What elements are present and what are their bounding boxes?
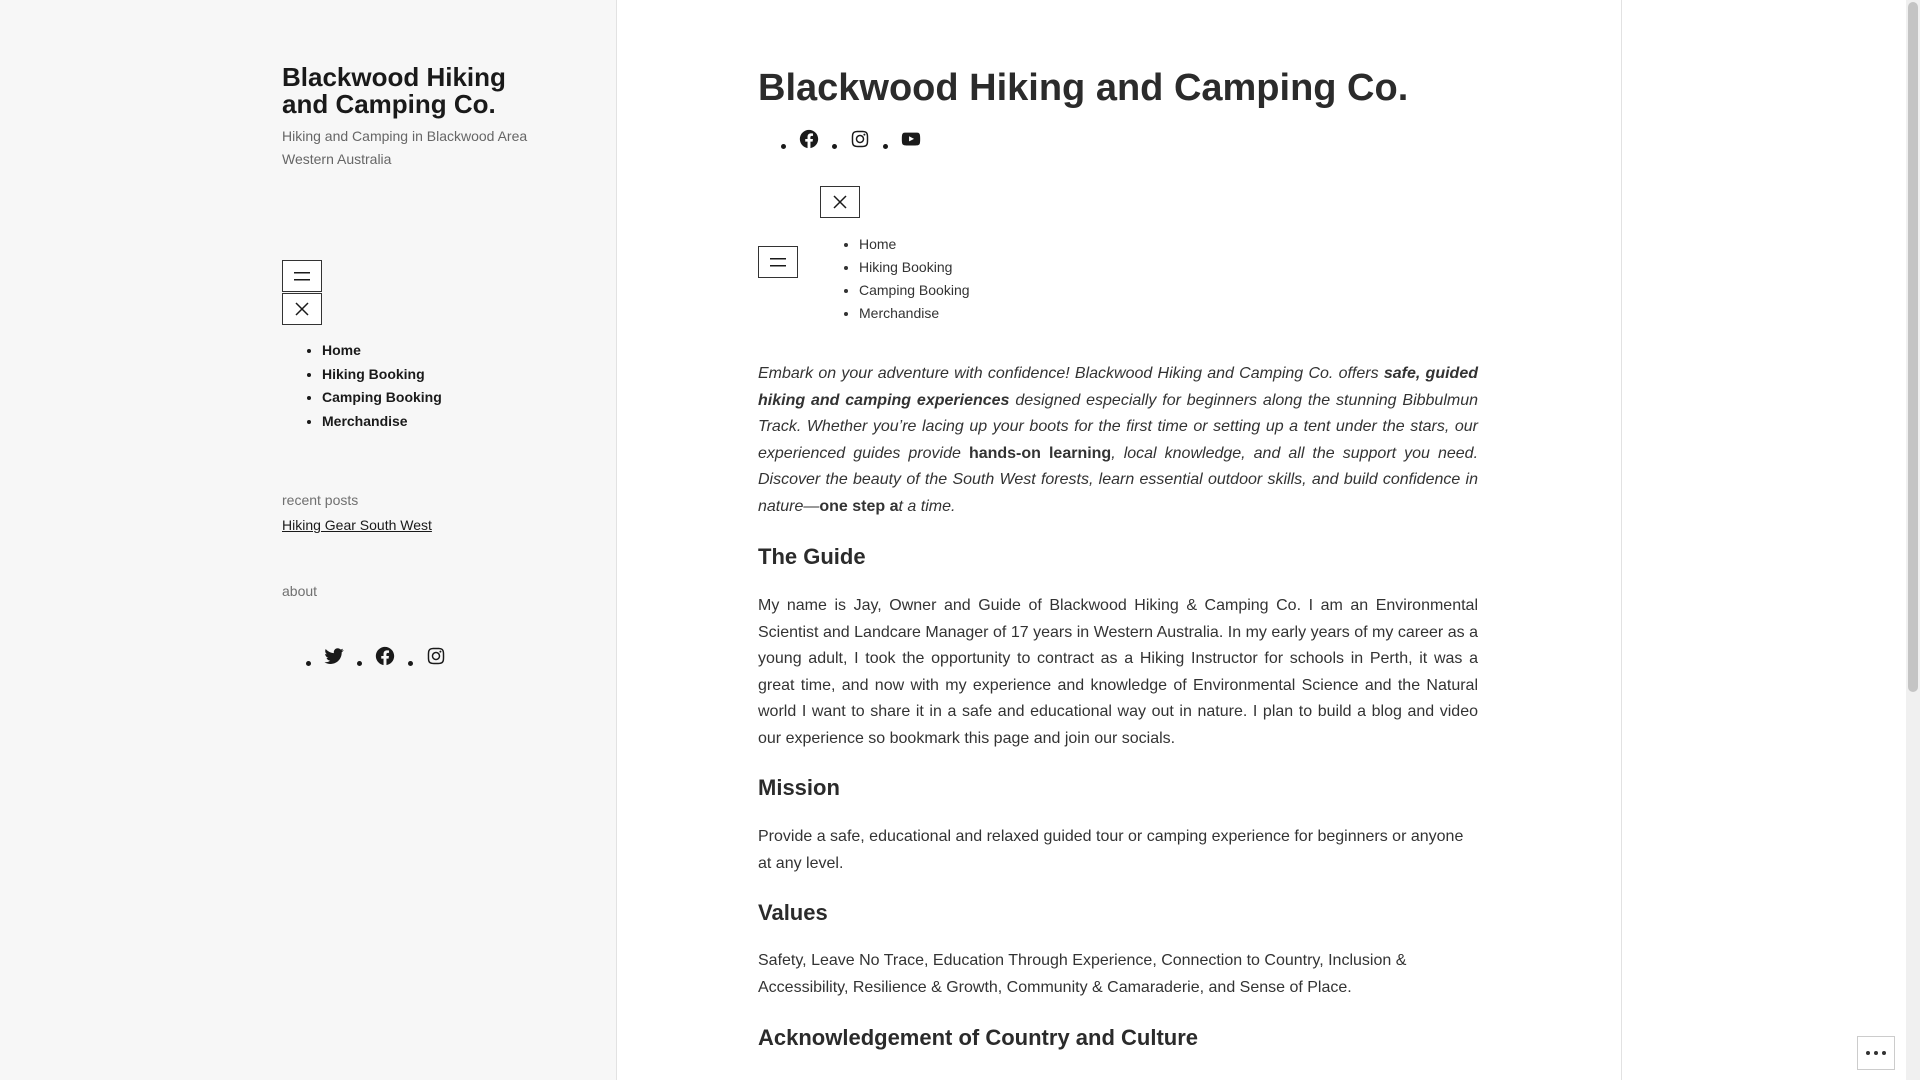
- sidebar-item-merchandise[interactable]: • Merchandise: [322, 410, 442, 434]
- acknowledgement-heading: Acknowledgement of Country and Culture: [758, 1025, 1199, 1050]
- close-icon: [294, 301, 310, 317]
- main-menu-item-camping-booking[interactable]: • Camping Booking: [859, 279, 970, 302]
- list-bullet: [883, 144, 888, 149]
- guide-heading: The Guide: [758, 544, 866, 569]
- list-bullet: [781, 144, 786, 149]
- twitter-icon[interactable]: [323, 645, 345, 667]
- sidebar-item-hiking-booking[interactable]: • Hiking Booking: [322, 363, 442, 387]
- mission-paragraph: Provide a safe, educational and relaxed guided tour or camping experience for beginners or anyone at any level.: [758, 828, 1464, 872]
- main-menu: [820, 233, 970, 325]
- open-menu-button[interactable]: [758, 246, 798, 278]
- values-paragraph: Safety, Leave No Trace, Education Through Experience, Connection to Country, Inclusion & Accessibility, Resilience & Growth, Community & Camaraderie, and Sense of Place.: [758, 952, 1407, 996]
- site-branding: [282, 64, 552, 171]
- list-bullet: [408, 661, 413, 666]
- sidebar: [0, 0, 617, 1080]
- more-dot: [1866, 1051, 1870, 1055]
- intro-paragraph: [758, 361, 1478, 520]
- intro-text: t a time.: [898, 497, 956, 515]
- intro-bold-text: one step a: [819, 497, 899, 515]
- recent-posts-title: recent posts: [282, 492, 359, 508]
- instagram-icon[interactable]: [849, 128, 871, 150]
- instagram-icon[interactable]: [425, 645, 447, 667]
- more-options-button[interactable]: [1857, 1036, 1895, 1070]
- close-menu-button[interactable]: [282, 293, 322, 325]
- sidebar-social-links: [306, 645, 459, 667]
- values-heading: Values: [758, 900, 828, 925]
- sidebar-item-home[interactable]: • Home: [322, 339, 442, 363]
- facebook-icon[interactable]: [374, 645, 396, 667]
- facebook-icon[interactable]: [798, 128, 820, 150]
- recent-post-link[interactable]: Hiking Gear South West: [282, 517, 432, 533]
- intro-text: , local knowledge, and all the support you need. Discover the beauty of the South West forests, learn essential outdoor skills, and build confidence in nature—: [758, 444, 1479, 515]
- mission-heading: Mission: [758, 775, 840, 800]
- intro-text: Embark on your adventure with confidence! Blackwood Hiking and Camping Co. offers: [758, 365, 1384, 382]
- intro-text: designed especially for beginners along the stunning Bibbulmun Track. Whether you’re lacing up your boots for the first time or setting up a tent under the stars, our experienced guides provide: [758, 391, 1479, 462]
- list-bullet: [306, 661, 311, 666]
- menu-icon: [768, 256, 788, 268]
- sidebar-menu-toggles: [282, 260, 322, 326]
- scrollbar-thumb[interactable]: [1908, 2, 1918, 692]
- intro-bold-text: hands-on learning: [968, 444, 1112, 462]
- more-dot: [1874, 1051, 1878, 1055]
- intro-bold-text: safe, guided hiking and camping experiences: [758, 365, 1478, 409]
- close-icon: [832, 194, 848, 210]
- page-title: Blackwood Hiking and Camping Co.: [758, 67, 1409, 109]
- about-title: about: [282, 583, 318, 599]
- main-menu-item-home[interactable]: • Home: [859, 233, 970, 256]
- guide-paragraph: My name is Jay, Owner and Guide of Blackwood Hiking & Camping Co. I am an Environmental Scientist and Landcare Manager of 17 years in Western Australia. In my early years of my career as a young adult, I took the opportunity to contract as a Hiking Instructor for schools in Perth, it was a great time, and now with my experience and knowledge of Environmental Science and the Natural world I want to share it in a safe and educational way out in nature. I plan to build a blog and video our experience so bookmark this page and join our socials.: [758, 597, 1478, 747]
- main-menu-item-merchandise[interactable]: • Merchandise: [859, 302, 970, 325]
- more-dot: [1882, 1051, 1886, 1055]
- main-content: [617, 0, 1622, 1080]
- youtube-icon[interactable]: [900, 128, 922, 150]
- site-title[interactable]: Blackwood Hiking and Camping Co.: [282, 62, 506, 119]
- open-menu-button[interactable]: [282, 260, 322, 292]
- main-menu-item-hiking-booking[interactable]: • Hiking Booking: [859, 256, 970, 279]
- list-bullet: [357, 661, 362, 666]
- page-scrollbar[interactable]: [1906, 0, 1920, 1080]
- header-social-links: [781, 128, 934, 150]
- sidebar-item-camping-booking[interactable]: • Camping Booking: [322, 386, 442, 410]
- menu-icon: [292, 270, 312, 282]
- sidebar-menu: [282, 339, 442, 433]
- list-bullet: [832, 144, 837, 149]
- close-menu-button[interactable]: [820, 186, 860, 218]
- site-description: Hiking and Camping in Blackwood Area Western Australia: [282, 128, 528, 167]
